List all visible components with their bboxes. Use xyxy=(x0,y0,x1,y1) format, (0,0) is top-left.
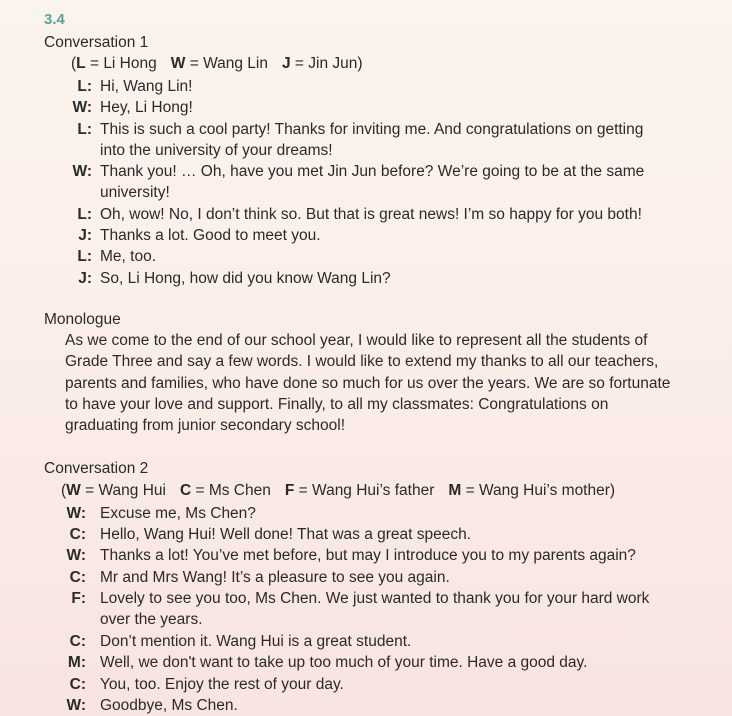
monologue-title: Monologue xyxy=(44,311,121,328)
page: 3.4 Conversation 1 (L = Li Hong W = Wang Lin J = Jin Jun) L: Hi, Wang Lin! W: Hey, Li Hong! L: This is such a cool party! Thanks for inviting me. And congratulations on getting into the university of your dreams! W: Thank you! … Oh, have you met Jin Jun before? We’re going to be at the same university! L: Oh, wow! No, I don’t think so. But that is great news! I’m so happy for you both! J: Thanks a lot. Good to meet you. L: Me, too. J: So, Li Hong, how did you know Wang Lin? Monologue As we come to the end of our school year, I would like to represent all the students of Grade Three and say a few words. I would like to extend my thanks to all our teachers, parents and families, who have done so much for us over the years. We are so fortunate to have your love and support. Finally, to all my classmates: Congratulations on graduating from junior secondary school! Conversation 2 (W = Wang Hui C = Ms Chen F = Wang Hui’s father M = Wang Hui’s mother) W: Excuse me, Ms Chen? C: Hello, Wang Hui! Well done! That was a great speech. W: Thanks a lot! You’ve met before, but may I introduce you to my parents again? C: Mr and Mrs Wang! It’s a pleasure to see you again. F: Lovely to see you too, Ms Chen. We just wanted to thank you for your hard work over the years. C: Don’t mention it. Wang Hui is a great student. M: Well, we don't want to take up too much of your time. Have a good day. C: You, too. Enjoy the rest of your day. W: Goodbye, Ms Chen. xyxy=(0,0,732,716)
conversation-1-legend: (L = Li Hong W = Wang Lin J = Jin Jun) xyxy=(71,55,363,72)
monologue-text: As we come to the end of our school year, I would like to represent all the students of Grade Three and say a few words. I would like to extend my thanks to all our teachers, parents and families, who have done so much for us over the years. We are so fortunate to have your love and support. Finally, to all my classmates: Congratulations on graduating from junior secondary school! xyxy=(65,332,671,435)
conversation-2-title: Conversation 2 xyxy=(44,460,149,477)
conversation-2-legend: (W = Wang Hui C = Ms Chen F = Wang Hui’s father M = Wang Hui’s mother) xyxy=(61,482,616,499)
section-number: 3.4 xyxy=(44,11,65,28)
conversation-1-title: Conversation 1 xyxy=(44,34,149,51)
